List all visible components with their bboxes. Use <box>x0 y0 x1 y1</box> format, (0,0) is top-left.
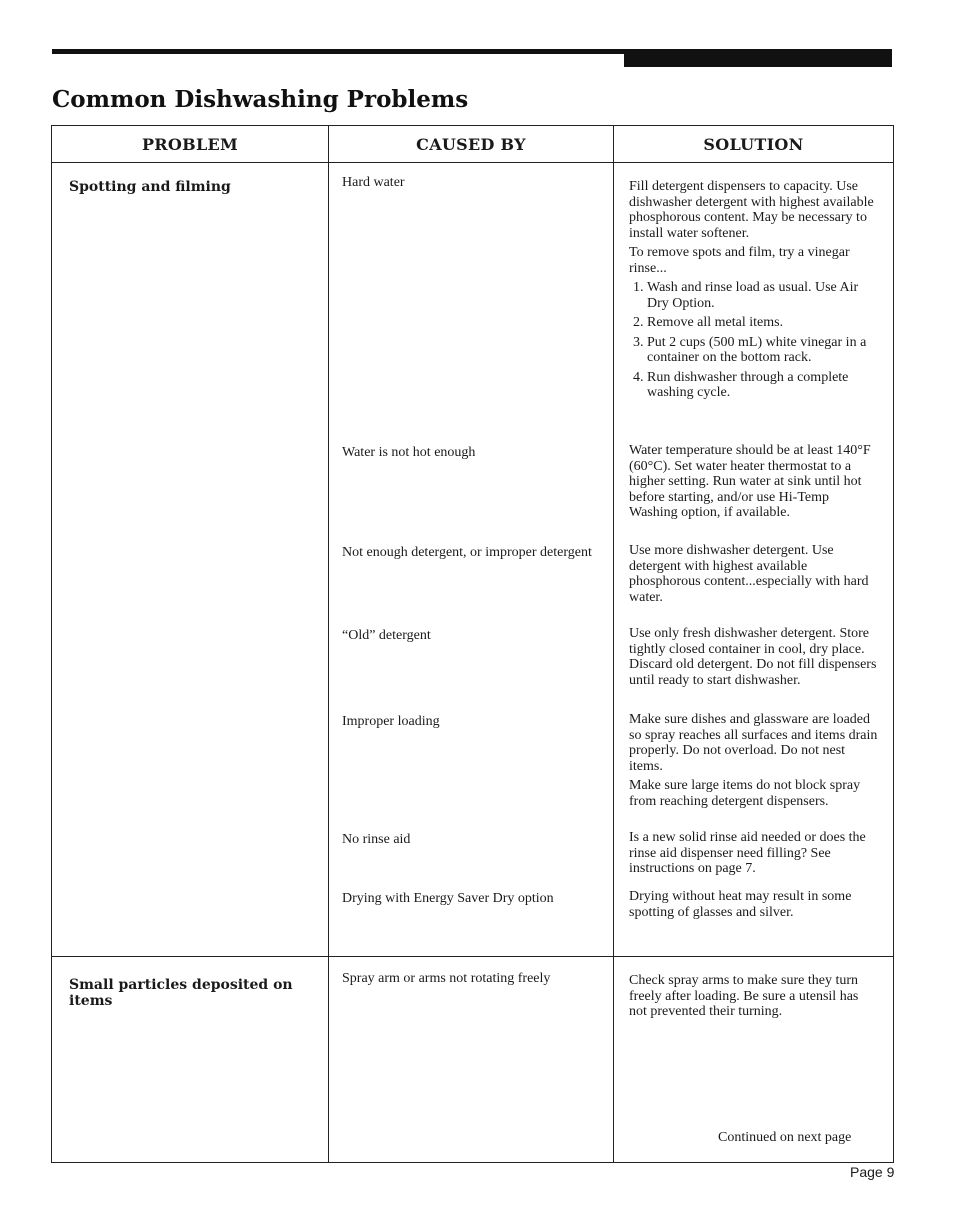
header-solution: SOLUTION <box>614 126 894 163</box>
header-problem: PROBLEM <box>52 126 329 163</box>
cause-energy-saver: Drying with Energy Saver Dry option <box>342 891 554 906</box>
problem-cell <box>52 957 329 1163</box>
cause-label: Not enough detergent, or improper detergent <box>342 545 592 560</box>
top-rule-thin <box>52 49 624 54</box>
page-title: Common Dishwashing Problems <box>52 86 469 113</box>
cause-old-detergent: “Old” detergent <box>342 628 431 643</box>
causes-cell <box>329 163 614 957</box>
step-item: 4. Run dishwasher through a complete washing cycle. <box>647 370 879 401</box>
solution-hard-water <box>614 179 893 449</box>
cause-improper-loading: Improper loading <box>342 714 440 729</box>
solution-old-detergent: Use only fresh dishwasher detergent. Store tightly closed container in cool, dry place. Discard old detergent. Do not fill dispensers until ready to start dishwasher. <box>629 626 877 688</box>
solution-paragraph: Make sure dishes and glassware are loaded so spray reaches all surfaces and items drain properly. Do not overload. Do not nest items. <box>629 712 878 774</box>
continued-note: Continued on next page <box>718 1130 852 1145</box>
solutions-cell <box>614 163 894 957</box>
solution-not-enough-detergent: Use more dishwasher detergent. Use detergent with highest available phosphorous content...especially with hard water. <box>629 543 869 605</box>
solution-improper-loading <box>614 712 893 830</box>
causes-cell <box>329 957 614 1163</box>
cause-spray-arm: Spray arm or arms not rotating freely <box>342 971 551 986</box>
problem-label: Spotting and filming <box>69 179 231 195</box>
solution-no-rinse-aid: Is a new solid rinse aid needed or does the rinse aid dispenser need filling? See instructions on page 7. <box>629 830 866 876</box>
header-row <box>52 126 894 163</box>
solution-paragraph: Fill detergent dispensers to capacity. Use dishwasher detergent with highest available phosphorous content. May be necessary to install water softener. <box>629 179 874 241</box>
step-item: 3. Put 2 cups (500 mL) white vinegar in a container on the bottom rack. <box>647 335 879 366</box>
step-item: 1. Wash and rinse load as usual. Use Air Dry Option. <box>647 280 879 311</box>
solution-paragraph: Make sure large items do not block spray from reaching detergent dispensers. <box>629 778 861 809</box>
cause-not-enough-detergent <box>329 545 613 628</box>
header-caused-by: CAUSED BY <box>329 126 614 163</box>
solution-water-not-hot: Water temperature should be at least 140°F (60°C). Set water heater thermostat to a higher setting. Run water at sink until hot before starting, and/or use Hi-Temp Washing option, if available. <box>629 443 871 520</box>
solution-spray-arm: Check spray arms to make sure they turn freely after loading. Be sure a utensil has not prevented their turning. <box>629 973 859 1019</box>
cause-no-rinse-aid: No rinse aid <box>342 832 411 847</box>
vinegar-rinse-steps <box>629 280 879 401</box>
solution-paragraph: To remove spots and film, try a vinegar rinse... <box>629 245 850 276</box>
table-row-spotting <box>52 163 894 957</box>
cause-hard-water: Hard water <box>342 175 405 190</box>
problems-table <box>51 125 894 1163</box>
top-rule-thick <box>624 49 892 67</box>
cause-water-not-hot: Water is not hot enough <box>342 445 476 460</box>
problem-cell <box>52 163 329 957</box>
page-number: Page 9 <box>850 1164 895 1180</box>
problem-label: Small particles deposited on items <box>69 977 293 1009</box>
solution-energy-saver: Drying without heat may result in some spotting of glasses and silver. <box>629 889 852 920</box>
step-item: 2. Remove all metal items. <box>647 315 879 331</box>
